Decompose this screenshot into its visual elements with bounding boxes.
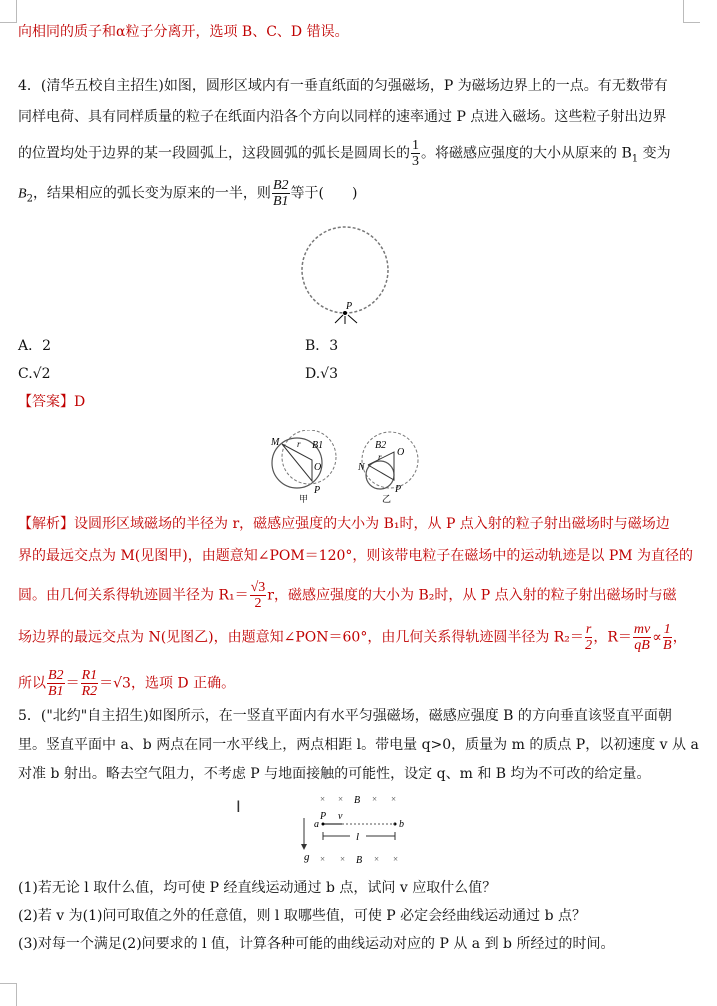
- arrow-right: [348, 315, 357, 323]
- option-a: A．2: [18, 338, 52, 354]
- previous-answer-tail: 向相同的质子和α粒子分离开，选项 B、C、D 错误。: [18, 24, 349, 40]
- text: 圆。由几何关系得轨迹圆半径为 R₁＝: [18, 587, 249, 604]
- text-cursor-icon: I: [236, 797, 241, 816]
- label-m: M: [271, 437, 280, 448]
- label-p: P: [395, 484, 402, 495]
- denominator: B: [662, 638, 672, 653]
- page-corner-mark-top-right: [683, 0, 700, 23]
- cross-mark: ×: [372, 794, 378, 804]
- fraction: [663, 622, 672, 653]
- label-a: a: [314, 819, 319, 830]
- analysis-line-1: 【解析】设圆形区域磁场的半径为 r，磁感应强度的大小为 B₁时，从 P 点入射的粒子射出磁场时与磁场边: [18, 516, 670, 532]
- label-b-field-top: B: [354, 795, 361, 806]
- text: 等于( ): [290, 185, 358, 202]
- label-o: O: [397, 447, 405, 458]
- label-b1: B1: [312, 440, 324, 451]
- option-d: D.√3: [305, 366, 339, 382]
- label-g: g: [304, 851, 310, 863]
- subscript: 2: [26, 193, 33, 205]
- answer-figures: [262, 430, 442, 510]
- numerator: B2: [272, 178, 289, 193]
- text: ∝: [652, 629, 662, 646]
- fraction: [47, 668, 65, 699]
- numerator: mv: [633, 622, 651, 637]
- arrow-left: [335, 315, 343, 323]
- denominator: 3: [412, 154, 419, 169]
- text: r，磁感应强度的大小为 B₂时，从 P 点入射的粒子射出磁场时与磁: [267, 587, 677, 604]
- label-p: P: [320, 811, 327, 822]
- text: ＝√3，选项 D 正确。: [99, 675, 236, 692]
- label-b2: B2: [375, 440, 387, 451]
- text: 。将磁感应强度的大小从原来的 B: [421, 145, 632, 162]
- denominator: R2: [81, 684, 98, 699]
- label-o: O: [314, 462, 322, 473]
- trajectory-circle: [282, 430, 336, 484]
- answer-label: 【答案】D: [18, 394, 86, 410]
- text: B: [18, 186, 27, 202]
- fraction-one-third: [411, 138, 420, 169]
- label-p: P: [314, 485, 321, 496]
- label-r: r: [378, 452, 382, 462]
- q5-figure: [280, 790, 410, 870]
- label-r: r: [297, 439, 301, 449]
- triangle: [282, 444, 312, 481]
- numerator: R1: [81, 668, 98, 683]
- numerator: √3: [250, 580, 266, 595]
- text: ，结果相应的弧长变为原来的一半，则: [32, 185, 271, 202]
- boundary-circle: [362, 432, 418, 488]
- label-l: l: [356, 831, 360, 843]
- numerator: 1: [412, 138, 419, 153]
- fraction: [250, 580, 267, 611]
- text: ，: [672, 629, 687, 646]
- q5-subquestion-1: (1)若无论 l 取什么值，均可使 P 经直线运动通过 b 点，试问 v 应取什么值？: [18, 880, 497, 896]
- q4-line-4: [18, 178, 357, 209]
- gravity-arrowhead: [301, 844, 307, 850]
- q5-subquestion-3: (3)对每一个满足(2)问要求的 l 值，计算各种可能的曲线运动对应的 P 从 a 到 b 所经过的时间。: [18, 936, 615, 952]
- label-jia: 甲: [299, 494, 309, 504]
- denominator: 2: [585, 638, 593, 653]
- text: ＝: [65, 675, 80, 692]
- q5-line-3: 对准 b 射出。略去空气阻力，不考虑 P 与地面接触的可能性，设定 q、m 和 B 均为不可改的给定量。: [18, 766, 651, 782]
- denominator: B1: [272, 194, 289, 209]
- cross-mark: ×: [340, 854, 346, 864]
- q4-line-3: [18, 138, 671, 169]
- cross-mark: ×: [391, 794, 397, 804]
- fraction: [585, 622, 592, 653]
- analysis-line-2: 界的最远交点为 M(见图甲)，由题意知∠POM＝120°，则该带电粒子在磁场中的运动轨迹是以 PM 为直径的: [18, 548, 694, 564]
- q5-line-2: 里。竖直平面中 a、b 两点在同一水平线上，两点相距 l。带电量 q>0，质量为 m 的质点 P，以初速度 v 从 a: [18, 737, 699, 753]
- cross-mark: ×: [320, 854, 326, 864]
- numerator: B2: [48, 668, 64, 683]
- label-b-field-bottom: B: [356, 855, 363, 866]
- q4-line-2: 同样电荷、具有同样质量的粒子在纸面内沿各个方向以同样的速率通过 P 点进入磁场。这些粒子射出边界: [18, 109, 667, 125]
- cross-mark: ×: [338, 794, 344, 804]
- cross-mark: ×: [320, 794, 326, 804]
- q5-line-1: 5．("北约"自主招生)如图所示，在一竖直平面内有水平匀强磁场，磁感应强度 B 的方向垂直该竖直平面朝: [18, 708, 672, 724]
- trajectory-circle: [366, 461, 394, 489]
- label-n: N: [358, 462, 365, 473]
- numerator: 1: [663, 622, 671, 637]
- numerator: r: [585, 622, 592, 637]
- fraction-b2-b1: [272, 178, 290, 209]
- label-yi: 乙: [382, 494, 392, 504]
- q4-line-1: 4．(清华五校自主招生)如图，圆形区域内有一垂直纸面的匀强磁场，P 为磁场边界上的一点。有无数带有: [18, 78, 668, 94]
- fraction: [633, 622, 651, 653]
- analysis-line-5: [18, 668, 235, 699]
- text: ，R＝: [593, 629, 632, 646]
- dashed-circle: [302, 227, 388, 313]
- denominator: B1: [48, 684, 64, 699]
- text: 的位置均处于边界的某一段圆弧上，这段圆弧的弧长是圆周长的: [18, 145, 410, 162]
- label-p: P: [346, 301, 353, 312]
- cross-mark: ×: [393, 854, 399, 864]
- option-c: C.√2: [18, 366, 51, 382]
- denominator: 2: [254, 596, 262, 611]
- fraction: [81, 668, 99, 699]
- text: 所以: [18, 675, 46, 692]
- label-v: v: [338, 811, 343, 822]
- label-b-point: b: [399, 819, 404, 830]
- figure-jia: [270, 430, 336, 504]
- cross-mark: ×: [374, 854, 380, 864]
- q5-subquestion-2: (2)若 v 为(1)问可取值之外的任意值，则 l 取哪些值，可使 P 必定会经曲线运动通过 b 点？: [18, 908, 587, 924]
- text: 场边界的最远交点为 N(见图乙)，由题意知∠PON＝60°，由几何关系得轨迹圆半径为 R₂＝: [18, 629, 584, 646]
- text: 变为: [638, 145, 671, 162]
- figure-yi: [357, 432, 418, 504]
- denominator: qB: [634, 638, 650, 653]
- q4-circle-figure: [295, 225, 405, 325]
- page-corner-mark-top-left: [0, 0, 17, 23]
- analysis-line-3: [18, 580, 677, 611]
- analysis-line-4: [18, 622, 687, 653]
- option-b: B．3: [305, 338, 339, 354]
- subscript: 1: [631, 153, 639, 165]
